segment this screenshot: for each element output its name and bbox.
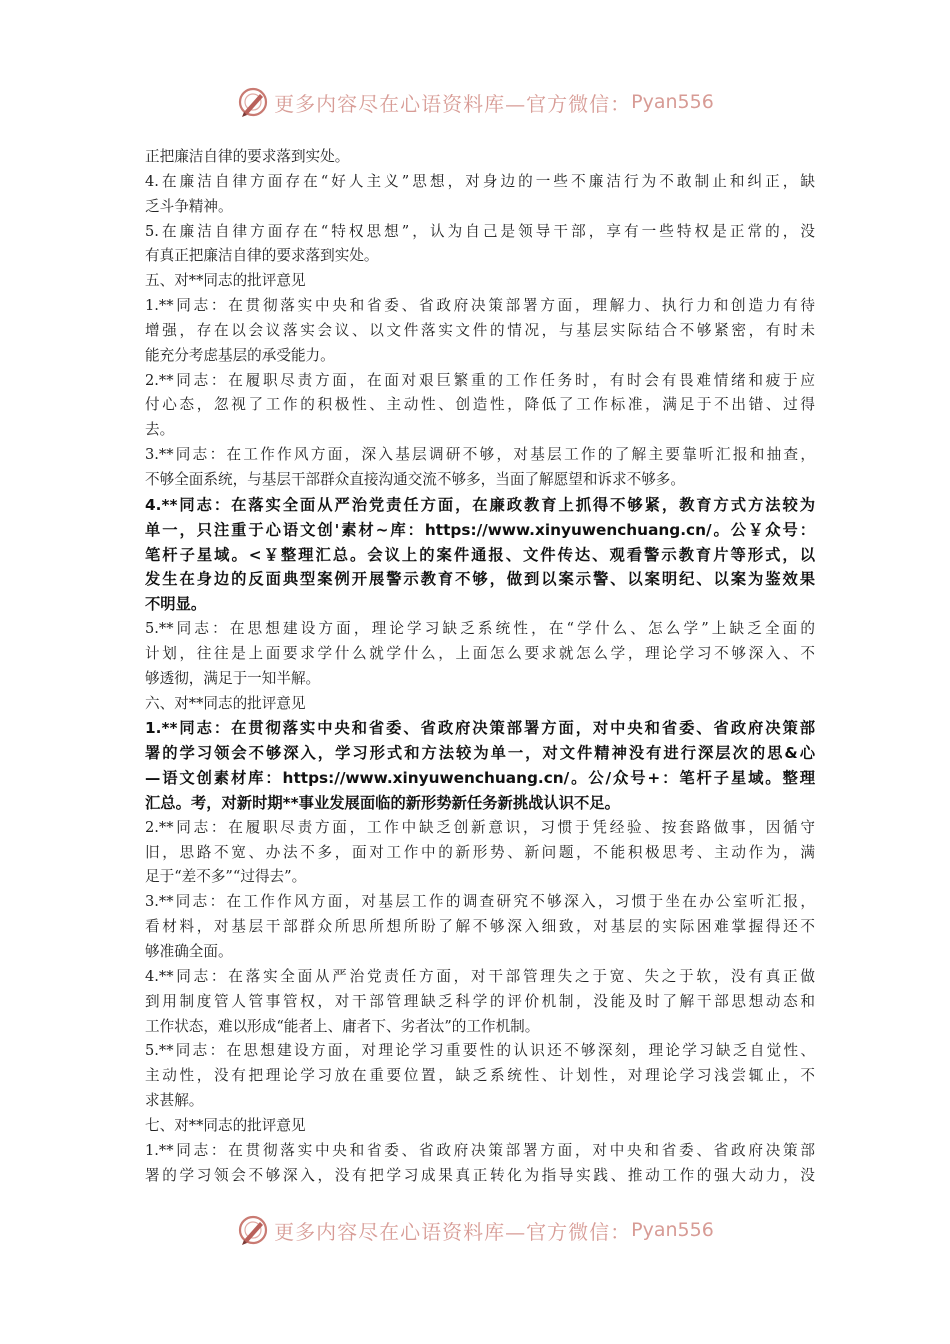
text-line: —语文创素材库：https://www.xinyuwenchuang.cn/。公/众号+：笔杆子星域。整理 bbox=[145, 769, 815, 788]
header-banner bbox=[0, 82, 950, 122]
text-line: 5.**同志：在思想建设方面，理论学习缺乏系统性，在“学什么、怎么学”上缺乏全面的 bbox=[145, 620, 815, 638]
text-line: 六、对**同志的批评意见 bbox=[145, 694, 306, 712]
text-line: 不明显。 bbox=[145, 595, 207, 614]
text-line: 工作状态，难以形成“能者上、庸者下、劣者汰”的工作机制。 bbox=[145, 1017, 540, 1035]
text-line: 能充分考虑基层的承受能力。 bbox=[145, 346, 335, 364]
text-line: 正把廉洁自律的要求落到实处。 bbox=[145, 148, 350, 165]
text-line: 1.**同志：在贯彻落实中央和省委、省政府决策部署方面，对中央和省委、省政府决策部 bbox=[145, 719, 815, 738]
footer-brand-text: 更多内容尽在心语资料库—官方微信： bbox=[274, 1219, 632, 1244]
text-line: 2.**同志：在履职尽责方面，在面对艰巨繁重的工作任务时，有时会有畏难情绪和疲于应 bbox=[145, 371, 815, 389]
text-line: 主动性，没有把理论学习放在重要位置，缺乏系统性、计划性，对理论学习浅尝辄止，不 bbox=[145, 1067, 815, 1085]
text-line: 够准确全面。 bbox=[145, 943, 233, 960]
text-line: 单一，只注重于心语文创'素材~库：https://www.xinyuwenchuang.cn/。公￥众号： bbox=[145, 520, 815, 539]
text-line: 乏斗争精神。 bbox=[145, 197, 233, 215]
footer-banner bbox=[0, 1210, 950, 1250]
text-line: 1.**同志：在贯彻落实中央和省委、省政府决策部署方面，对中央和省委、省政府决策部 bbox=[145, 1141, 815, 1159]
text-line: 3.**同志：在工作作风方面，深入基层调研不够，对基层工作的了解主要靠听汇报和抽查， bbox=[145, 446, 815, 464]
header-wechat-id: Pyan556 bbox=[631, 91, 714, 113]
text-line: 计划，往往是上面要求学什么就学什么，上面怎么要求就怎么学，理论学习不够深入、不 bbox=[145, 644, 815, 662]
text-line: 求甚解。 bbox=[145, 1092, 204, 1110]
pen-circle-logo-icon bbox=[236, 85, 270, 119]
text-line: 旧，思路不宽、办法不多，面对工作中的新形势、新问题，不能积极思考、主动作为，满 bbox=[145, 843, 815, 861]
text-line: 五、对**同志的批评意见 bbox=[145, 272, 306, 290]
text-line: 发生在身边的反面典型案例开展警示教育不够，做到以案示警、以案明纪、以案为鉴效果 bbox=[145, 570, 815, 589]
text-line: 署的学习领会不够深入，没有把学习成果真正转化为指导实践、推动工作的强大动力，没 bbox=[145, 1166, 815, 1184]
text-line: 汇总。考，对新时期**事业发展面临的新形势新任务新挑战认识不足。 bbox=[145, 793, 620, 812]
text-line: 4.在廉洁自律方面存在“好人主义”思想，对身边的一些不廉洁行为不敢制止和纠正，缺 bbox=[145, 172, 815, 190]
document-body bbox=[145, 145, 815, 1188]
text-line: 3.**同志：在工作作风方面，对基层工作的调查研究不够深入，习惯于坐在办公室听汇报， bbox=[145, 893, 815, 911]
text-line: 5.在廉洁自律方面存在“特权思想”，认为自己是领导干部，享有一些特权是正常的，没 bbox=[145, 222, 815, 240]
text-line: 不够全面系统，与基层干部群众直接沟通交流不够多，当面了解愿望和诉求不够多。 bbox=[145, 470, 685, 488]
text-line: 有真正把廉洁自律的要求落到实处。 bbox=[145, 247, 379, 265]
text-line: 够透彻，满足于一知半解。 bbox=[145, 669, 321, 687]
text-line: 4.**同志：在落实全面从严治党责任方面，在廉政教育上抓得不够紧，教育方式方法较为 bbox=[145, 495, 815, 514]
text-line: 5.**同志：在思想建设方面，对理论学习重要性的认识还不够深刻，理论学习缺乏自觉性、 bbox=[145, 1042, 815, 1060]
text-line: 足于“差不多”“过得去”。 bbox=[145, 868, 307, 886]
text-line: 去。 bbox=[145, 421, 175, 439]
text-line: 署的学习领会不够深入，学习形式和方法较为单一，对文件精神没有进行深层次的思&心 bbox=[145, 744, 815, 763]
text-line: 4.**同志：在落实全面从严治党责任方面，对干部管理失之于宽、失之于软，没有真正做 bbox=[145, 967, 815, 985]
text-line: 1.**同志：在贯彻落实中央和省委、省政府决策部署方面，理解力、执行力和创造力有待 bbox=[145, 297, 815, 315]
text-line: 付心态，忽视了工作的积极性、主动性、创造性，降低了工作标准，满足于不出错、过得 bbox=[145, 396, 815, 414]
text-line: 看材料，对基层干部群众所思所想所盼了解不够深入细致，对基层的实际困难掌握得还不 bbox=[145, 918, 815, 936]
text-line: 到用制度管人管事管权，对干部管理缺乏科学的评价机制，没能及时了解干部思想动态和 bbox=[145, 992, 815, 1010]
text-line: 七、对**同志的批评意见 bbox=[145, 1116, 306, 1134]
text-line: 2.**同志：在履职尽责方面，工作中缺乏创新意识，习惯于凭经验、按套路做事，因循守 bbox=[145, 818, 815, 836]
header-brand-text: 更多内容尽在心语资料库—官方微信： bbox=[274, 91, 632, 116]
text-line: 笔杆子星域。<￥整理汇总。会议上的案件通报、文件传达、观看警示教育片等形式，以 bbox=[145, 545, 815, 564]
footer-wechat-id: Pyan556 bbox=[631, 1219, 714, 1241]
pen-circle-logo-icon bbox=[236, 1213, 270, 1247]
text-line: 增强，存在以会议落实会议、以文件落实文件的情况，与基层实际结合不够紧密，有时未 bbox=[145, 321, 815, 339]
